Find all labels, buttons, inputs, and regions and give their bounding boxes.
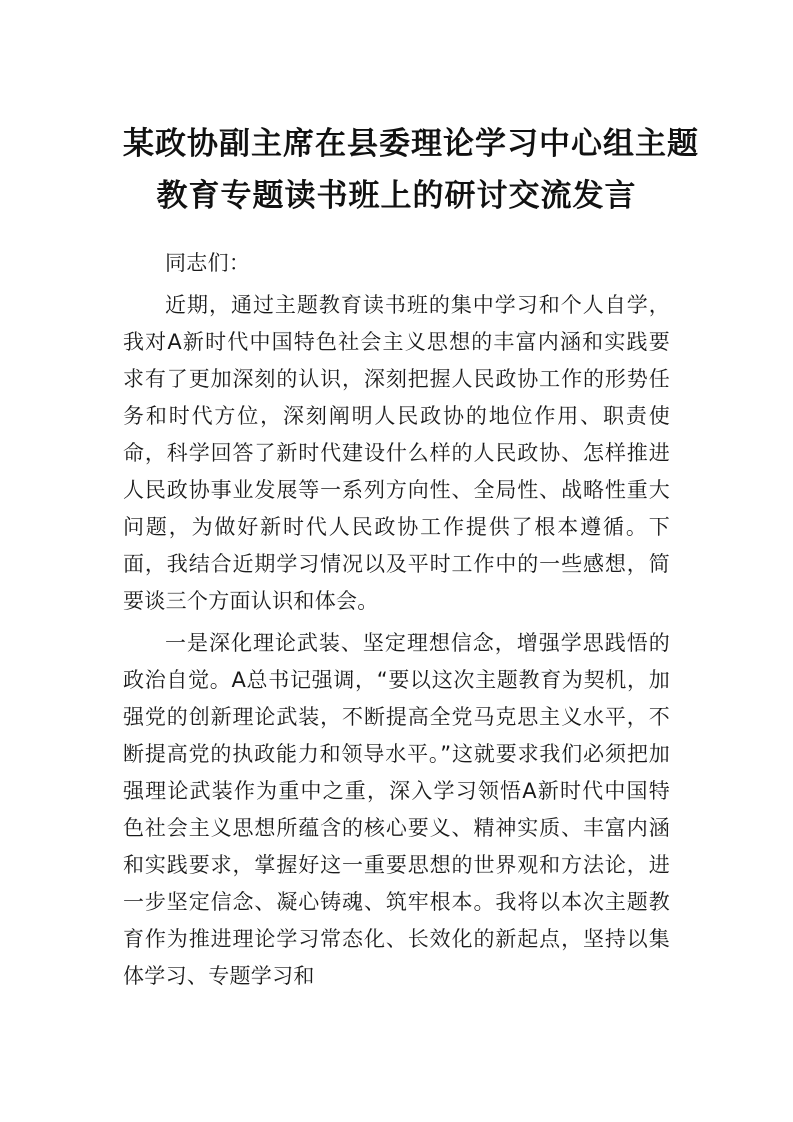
document-title xyxy=(123,118,699,222)
document-body xyxy=(123,245,670,995)
title-line-1: 某政协副主席在县委理论学习中心组主题 xyxy=(123,126,699,162)
paragraph-intro: 近期，通过主题教育读书班的集中学习和个人自学，我对A新时代中国特色社会主义思想的丰富内涵和实践要求有了更加深刻的认识，深刻把握人民政协工作的形势任务和时代方位，深刻阐明人民政协的地位作用、职责使命，科学回答了新时代建设什么样的人民政协、怎样推进人民政协事业发展等一系列方向性、全局性、战略性重大问题，为做好新时代人民政协工作提供了根本遵循。下面，我结合近期学习情况以及平时工作中的一些感想，简要谈三个方面认识和体会。 xyxy=(123,293,670,613)
salutation: 同志们： xyxy=(165,251,251,275)
title-line-2: 教育专题读书班上的研讨交流发言 xyxy=(156,178,637,214)
paragraph-point-one: 一是深化理论武装、坚定理想信念，增强学思践悟的政治自觉。A总书记强调，“要以这次主题教育为契机，加强党的创新理论武装，不断提高全党马克思主义水平，不断提高党的执政能力和领导水平。”这就要求我们必须把加强理论武装作为重中之重，深入学习领悟A新时代中国特色社会主义思想所蕴含的核心要义、精神实质、丰富内涵和实践要求，掌握好这一重要思想的世界观和方法论，进一步坚定信念、凝心铸魂、筑牢根本。我将以本次主题教育作为推进理论学习常态化、长效化的新起点，坚持以集体学习、专题学习和 xyxy=(123,631,670,988)
